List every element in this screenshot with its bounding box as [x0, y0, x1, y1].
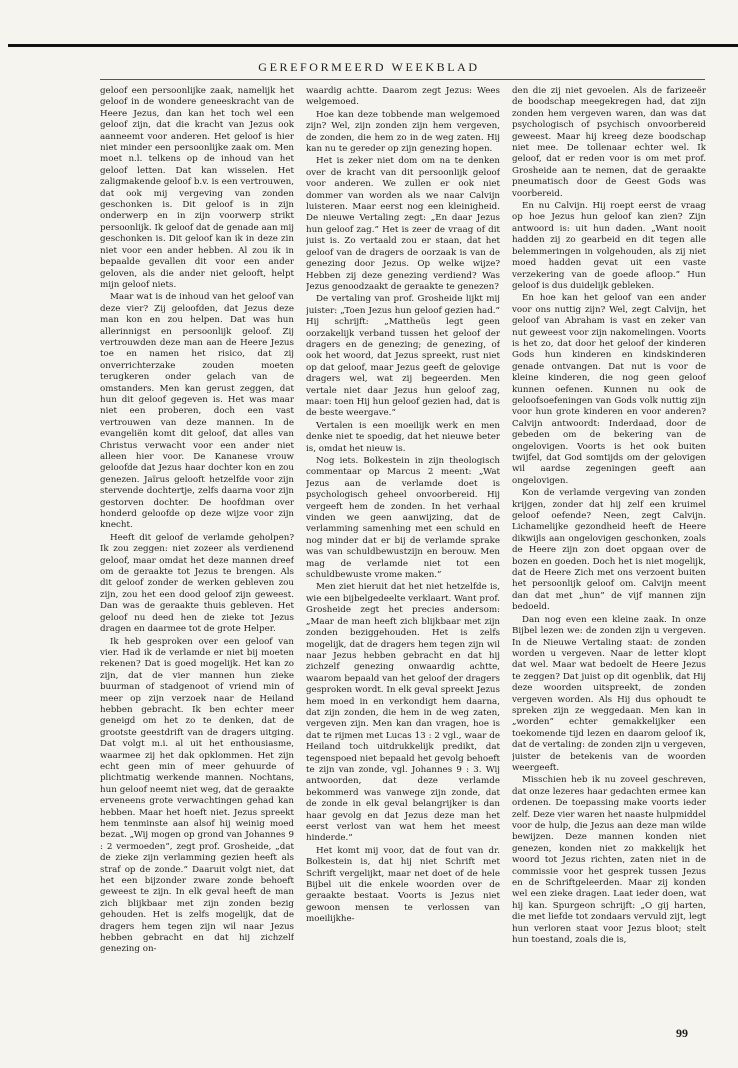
paragraph: Men ziet hieruit dat het niet hetzelfde is, wie een bijbelgedeelte verklaart. Want prof. Grosheide zegt het precies andersom: „Maar de man heeft zich blijkbaar met zijn zonden beziggehouden. Het is zelfs mogelijk, dat de dragers hem tegen zijn wil naar Jezus hebben gebracht en dat hij zichzelf genezing onwaardig achtte, waarom bepaald van het geloof der dragers gesproken wordt. In elk geval spreekt Jezus hem moed in en verkondigt hem daarna, dat zijn zonden, die hem in de weg zaten, vergeven zijn. Men kan dan vragen, hoe is dat te rijmen met Lucas 13 : 2 vgl., waar de Heiland toch uitdrukkelijk predikt, dat tegenspoed niet bepaald het gevolg behoeft te zijn van zonde, vgl. Johannes 9 : 3. Wij antwoorden, dat deze verlamde bekommerd was vanwege zijn zonde, dat de zonde in elk geval belangrijker is dan haar gevolg en dat Jezus deze man het eerst verlost van wat hem het meest hinderde.” — [306, 582, 500, 844]
text-column-1 — [100, 86, 294, 1016]
paragraph: Misschien heb ik nu zoveel geschreven, dat onze lezeres haar gedachten ermee kan ordenen. De toepassing make voorts ieder zelf. Deze vier waren het naaste hulpmiddel voor de hulp, die Jezus aan deze man wilde bewijzen. Deze mannen konden niet genezen, konden niet zo makkelijk het woord tot Jezus richten, zaten niet in de commissie voor het gesprek tussen Jezus en de Schriftgeleerden. Maar zij konden wel een zieke dragen. Laat ieder doen, wat hij kan. Spurgeon schrijft: „O gij harten, die met liefde tot zondaars vervuld zijt, legt hun verloren staat voor Jezus bloot; stelt hun toestand, zoals die is, — [512, 775, 706, 946]
header-rule — [100, 79, 705, 80]
paragraph: Heeft dit geloof de verlamde geholpen? Ik zou zeggen: niet zozeer als verdienend geloof, maar omdat het deze mannen dreef om de geraakte tot Jezus te brengen. Als dit geloof zonder de werken gebleven zou zijn, zou het een dood geloof zijn geweest. Dan was de geraakte thuis gebleven. Het geloof nu deed hen de zieke tot Jezus dragen en daarmee tot de grote Helper. — [100, 532, 294, 635]
paragraph: Vertalen is een moeilijk werk en men denke niet te spoedig, dat het nieuwe beter is, omdat het nieuw is. — [306, 420, 500, 454]
running-header-title: GEREFORMEERD WEEKBLAD — [258, 60, 480, 74]
paragraph: Het komt mij voor, dat de fout van dr. Bolkestein is, dat hij niet Schrift met Schrift vergelijkt, maar net doet of de hele Bijbel uit die enkele woorden over de geraakte bestaat. Voorts is Jezus niet gewoon mensen te verlossen van moeilijkhe- — [306, 845, 500, 925]
paragraph: den die zij niet gevoelen. Als de farizeeër de boodschap meegekregen had, dat zijn zonden hem vergeven waren, dan was dat psychologisch of psychisch onvoorbereid geweest. Maar hij kreeg deze boodschap niet mee. De tollenaar echter wel. Ik geloof, dat er reden voor is om met prof. Grosheide aan te nemen, dat de geraakte pneumatisch door de Geest Gods was voorbereid. — [512, 86, 706, 199]
paragraph: Dan nog even een kleine zaak. In onze Bijbel lezen we: de zonden zijn u vergeven. In de Nieuwe Vertaling staat: de zonden worden u vergeven. Naar de letter klopt dat wel. Maar wat bedoelt de Heere Jezus te zeggen? Dat juist op dit ogenblik, dat Hij deze woorden uitspreekt, de zonden vergeven worden. Als Hij dus ophoudt te spreken zijn ze weggedaan. Men kan in „worden” echter gemakkelijker een toekomende tijd lezen en daarom geloof ik, dat de vertaling: de zonden zijn u vergeven, juister de betekenis van de woorden weergeeft. — [512, 614, 706, 773]
text-columns — [100, 86, 706, 1016]
paragraph: waardig achtte. Daarom zegt Jezus: Wees welgemoed. — [306, 86, 500, 108]
paragraph: Het is zeker niet dom om na te denken over de kracht van dit persoonlijk geloof voor anderen. We zullen er ook niet dommer van worden als we naar Calvijn luisteren. Maar eerst nog een kleinigheid. De nieuwe Vertaling zegt: „En daar Jezus hun geloof zag.” Het is zeer de vraag of dit juist is. Zo vertaald zou er staan, dat het geloof van de dragers de oorzaak is van de genezing door Jezus. Op welke wijze? Hebben zij deze genezing verdiend? Was Jezus genoodzaakt de geraakte te genezen? — [306, 156, 500, 292]
top-border-rule — [8, 44, 738, 47]
paragraph: Hoe kan deze tobbende man welgemoed zijn? Wel, zijn zonden zijn hem vergeven, de zonden, die hem zo in de weg zaten. Hij kan nu te gereder op zijn genezing hopen. — [306, 109, 500, 155]
paragraph: Nog iets. Bolkestein in zijn theologisch commentaar op Marcus 2 meent: „Wat Jezus aan de verlamde doet is psychologisch geheel onvoorbereid. Hij vergeeft hem de zonden. In het verhaal vinden we geen aanwijzing, dat de verlamming samenhing met een schuld en nog minder dat er bij de verlamde sprake was van schuldbewustzijn en berouw. Men mag de verlamde niet tot een schuldbewuste vrome maken.” — [306, 456, 500, 581]
paragraph: Kon de verlamde vergeving van zonden krijgen, zonder dat hij zelf een kruimel geloof oefende? Neen, zegt Calvijn. Lichamelijke gezondheid heeft de Heere dikwijls aan ongelovigen geschonken, zoals de Heere zijn zon doet opgaan over de bozen en goeden. Doch het is niet mogelijk, dat de Heere Zich met ons verzoent buiten het persoonlijk geloof om. Calvijn meent dan dat met „hun” de vijf mannen zijn bedoeld. — [512, 488, 706, 613]
paragraph: Maar wat is de inhoud van het geloof van deze vier? Zij geloofden, dat Jezus deze man kon en zou helpen. Dat was hun allerinnigst en persoonlijk geloof. Zij vertrouwden deze man aan de Heere Jezus toe en namen het risico, dat zij onverrichterzake zouden moeten terugkeren onder gelach van de omstanders. Men kan gerust zeggen, dat hun dit geloof gegeven is. Het was maar niet een proberen, doch een vast vertrouwen van deze mannen. In de evangeliën komt dit geloof, dat alles van Christus verwacht voor een ander niet alleen hier voor. De Kananese vrouw geloofde dat Jezus haar dochter kon en zou genezen. Jaïrus gelooft hetzelfde voor zijn stervende dochtertje, zelfs daarna voor zijn gestorven dochter. De hoofdman over honderd geloofde op deze wijze voor zijn knecht. — [100, 292, 294, 531]
paragraph: geloof een persoonlijke zaak, namelijk het geloof in de wondere geneeskracht van de Heere Jezus, dan kan het toch wel een geloof zijn, dat die kracht van Jezus ook aanneemt voor anderen. Het geloof is hier niet minder een persoonlijke zaak om. Men moet n.l. telkens op de inhoud van het geloof letten. Dat kan wisselen. Het zaligmakende geloof b.v. is een vertrouwen, dat ook mij vergeving van zonden geschonken is. Dit geloof is in zijn onderwerp en in zijn voorwerp strikt persoonlijk. Ik geloof dat de genade aan mij geschonken is. Dit geloof kan ik in deze zin niet voor een ander hebben. Al zou ik in bepaalde gevallen dit voor een ander geloven, als die ander niet gelooft, helpt mijn geloof niets. — [100, 86, 294, 290]
paragraph: Ik heb gesproken over een geloof van vier. Had ik de verlamde er niet bij moeten rekenen? Dat is goed mogelijk. Het kan zo zijn, dat de vier mannen hun zieke buurman of stadgenoot of vriend min of meer op zijn verzoek naar de Heiland hebben gebracht. Ik ben echter meer geneigd om het zo te denken, dat de grootste geestdrift van de dragers uitging. Dat volgt m.i. al uit het enthousiasme, waarmee zij het dak opklommen. Het zijn echt geen min of meer gehuurde of plichtmatig werkende mannen. Nochtans, hun geloof neemt niet weg, dat de geraakte erveneens grote verwachtingen gehad kan hebben. Maar het hoeft niet. Jezus spreekt hem tenminste aan alsof hij weinig moed bezat. „Wij mogen op grond van Johannes 9 : 2 vermoeden”, zegt prof. Grosheide, „dat de zieke zijn verlamming gezien heeft als straf op de zonde.” Daaruit volgt niet, dat het een bijzonder zware zonde behoeft geweest te zijn. In elk geval heeft de man zich blijkbaar met zijn zonden bezig gehouden. Het is zelfs mogelijk, dat de dragers hem tegen zijn wil naar Jezus hebben gebracht en dat hij zichzelf genezing on- — [100, 636, 294, 955]
paragraph: De vertaling van prof. Grosheide lijkt mij juister: „Toen Jezus hun geloof gezien had.” Hij schrijft: „Mattheüs legt geen oorzakelijk verband tussen het geloof der dragers en de genezing; de genezing, of ook het woord, dat Jezus spreekt, rust niet op dat geloof, maar Jezus geeft de gelovige dragers wel, wat zij begeerden. Men vertale niet daar Jezus hun geloof zag, maar: toen Hij hun geloof gezien had, dat is de beste weergave.” — [306, 294, 500, 419]
text-column-3 — [512, 86, 706, 1016]
paragraph: En nu Calvijn. Hij roept eerst de vraag op hoe Jezus hun geloof kan zien? Zijn antwoord is: uit hun daden. „Want nooit hadden zij zo gearbeid en dit tegen alle belemmeringen in volgehouden, als zij niet moed hadden gevat uit een vaste verzekering van de goede afloop.” Hun geloof is dus duidelijk gebleken. — [512, 201, 706, 291]
page-number: 99 — [676, 1026, 688, 1040]
text-column-2 — [306, 86, 500, 1016]
paragraph: En hoe kan het geloof van een ander voor ons nuttig zijn? Wel, zegt Calvijn, het geloof van Abraham is vast en zeker van nut geweest voor zijn nakomelingen. Voorts is het zo, dat door het geloof der kinderen Gods hun kinderen en kindskinderen genade ontvangen. Dat nut is voor de kleine kinderen, die nog geen geloof kunnen oefenen. Kunnen nu ook de geloofsoefeningen van Gods volk nuttig zijn voor hun grote kinderen en voor anderen? Calvijn antwoordt: Inderdaad, door de gebeden om de bekering van de ongelovigen. Voorts is het ook buiten twijfel, dat God somtijds om der gelovigen wil aardse zegeningen geeft aan ongelovigen. — [512, 293, 706, 486]
